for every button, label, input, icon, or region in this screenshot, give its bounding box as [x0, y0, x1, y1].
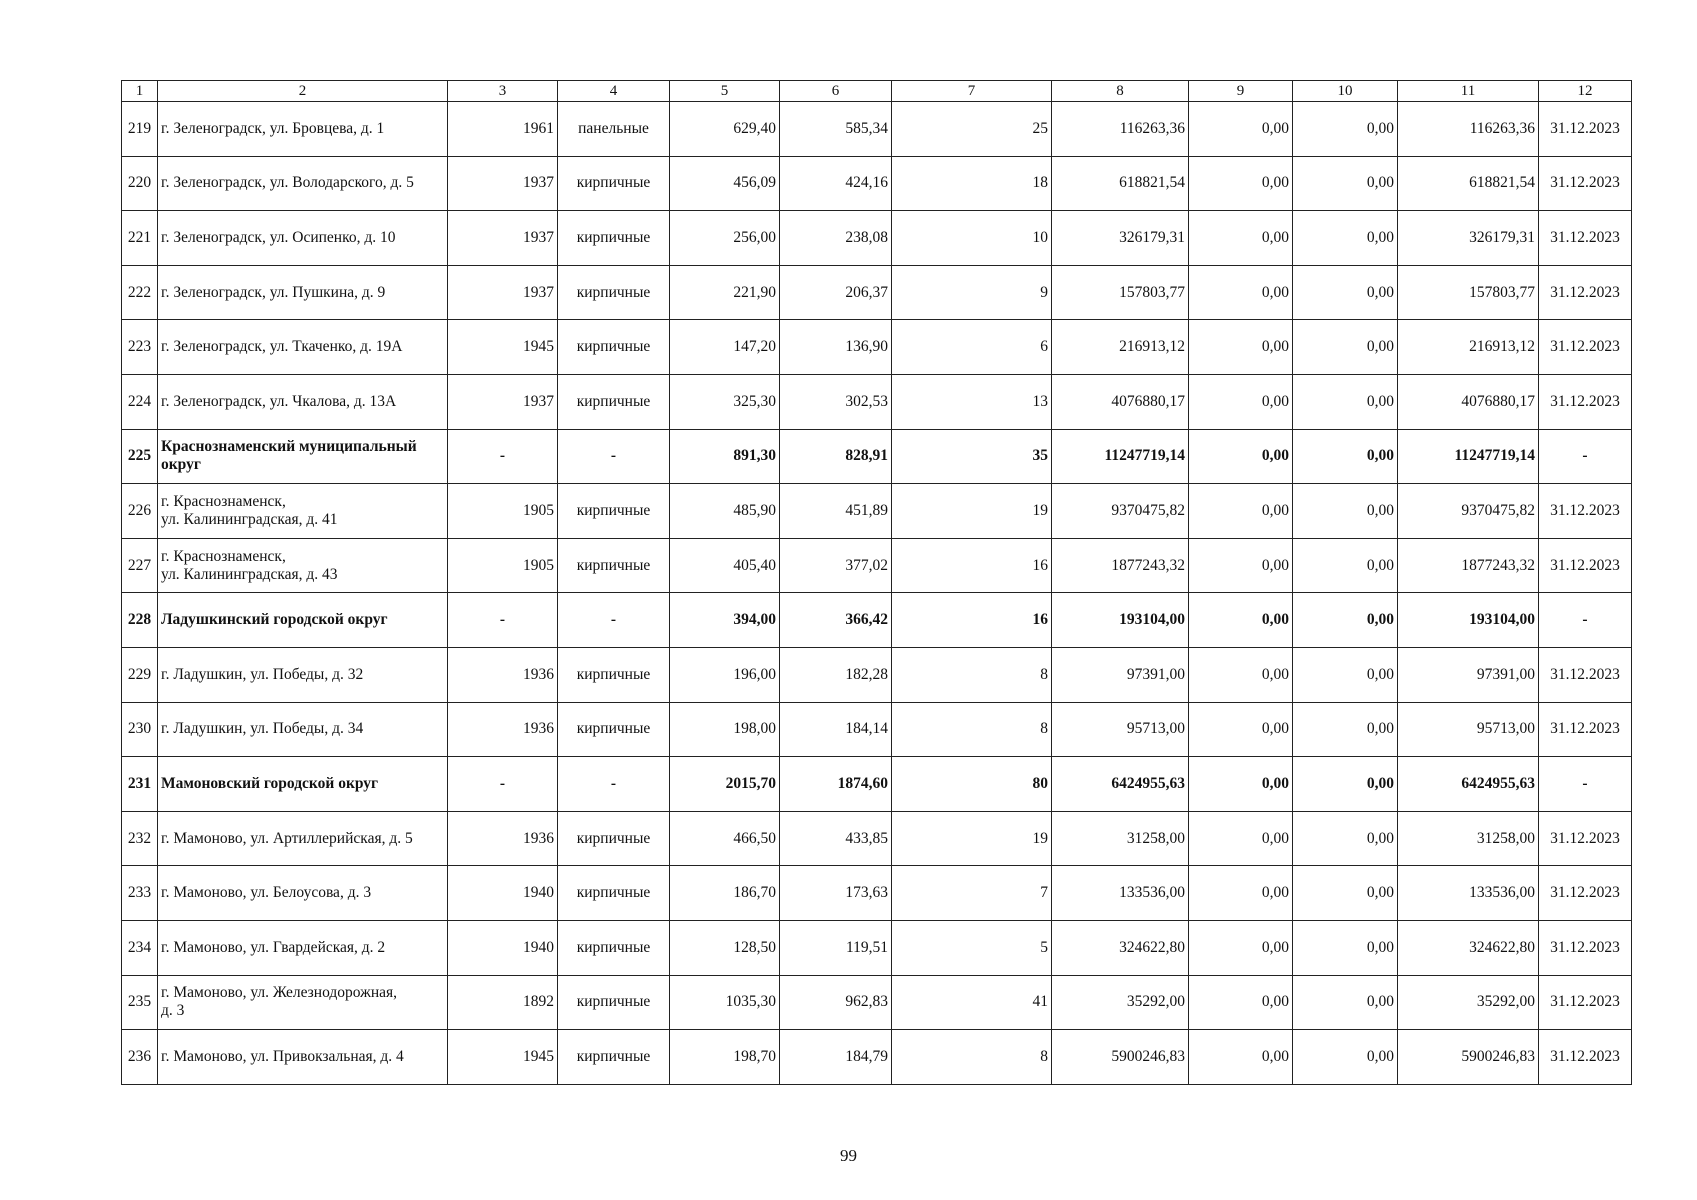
cell-col-8: 4076880,17	[1052, 374, 1189, 429]
cell-col-7: 5	[892, 920, 1052, 975]
cell-address	[158, 320, 448, 375]
cell-row-number: 225	[122, 429, 158, 484]
cell-col-5: 456,09	[670, 156, 780, 211]
cell-col-8: 157803,77	[1052, 265, 1189, 320]
cell-col-6: 451,89	[780, 484, 892, 539]
cell-col-5: 325,30	[670, 374, 780, 429]
cell-row-number: 232	[122, 811, 158, 866]
cell-row-number: 221	[122, 211, 158, 266]
cell-address	[158, 484, 448, 539]
cell-col-5: 147,20	[670, 320, 780, 375]
cell-deadline: 31.12.2023	[1539, 811, 1632, 866]
cell-col-10: 0,00	[1293, 374, 1398, 429]
cell-col-10: 0,00	[1293, 484, 1398, 539]
cell-col-6: 962,83	[780, 975, 892, 1030]
cell-col-5: 196,00	[670, 647, 780, 702]
cell-deadline: 31.12.2023	[1539, 538, 1632, 593]
table-body	[122, 102, 1632, 1085]
cell-col-7: 7	[892, 866, 1052, 921]
cell-row-number: 234	[122, 920, 158, 975]
cell-col-5: 405,40	[670, 538, 780, 593]
cell-col-8: 1877243,32	[1052, 538, 1189, 593]
cell-col-7: 19	[892, 484, 1052, 539]
cell-col-6: 238,08	[780, 211, 892, 266]
cell-deadline: 31.12.2023	[1539, 484, 1632, 539]
cell-deadline: 31.12.2023	[1539, 702, 1632, 757]
cell-col-6: 184,79	[780, 1030, 892, 1085]
cell-col-11: 116263,36	[1398, 102, 1539, 157]
cell-col-9: 0,00	[1189, 265, 1293, 320]
cell-built-year: 1937	[448, 265, 558, 320]
address-line: г. Зеленоградск, ул. Пушкина, д. 9	[161, 283, 386, 301]
cell-col-6: 119,51	[780, 920, 892, 975]
col-header-11: 11	[1398, 81, 1539, 102]
table-row-subtotal	[122, 757, 1632, 812]
cell-col-10: 0,00	[1293, 211, 1398, 266]
cell-built-year: -	[448, 593, 558, 648]
cell-col-5: 629,40	[670, 102, 780, 157]
cell-built-year: 1936	[448, 811, 558, 866]
address-line: г. Зеленоградск, ул. Чкалова, д. 13А	[161, 392, 397, 410]
cell-built-year: -	[448, 429, 558, 484]
cell-address	[158, 156, 448, 211]
address-line: Ладушкинский городской округ	[161, 611, 388, 629]
cell-address	[158, 920, 448, 975]
address-line: г. Ладушкин, ул. Победы, д. 34	[161, 720, 364, 738]
cell-col-6: 377,02	[780, 538, 892, 593]
cell-col-6: 585,34	[780, 102, 892, 157]
cell-built-year: 1940	[448, 920, 558, 975]
cell-col-9: 0,00	[1189, 320, 1293, 375]
cell-col-6: 206,37	[780, 265, 892, 320]
col-header-9: 9	[1189, 81, 1293, 102]
cell-col-10: 0,00	[1293, 156, 1398, 211]
address-line: г. Мамоново, ул. Артиллерийская, д. 5	[161, 829, 413, 847]
address-line: Мамоновский городской округ	[161, 774, 379, 792]
cell-wall-material: панельные	[558, 102, 670, 157]
cell-row-number: 219	[122, 102, 158, 157]
cell-address	[158, 374, 448, 429]
column-number-header-row	[122, 81, 1632, 102]
cell-deadline: 31.12.2023	[1539, 265, 1632, 320]
cell-built-year: 1905	[448, 484, 558, 539]
cell-built-year: 1937	[448, 156, 558, 211]
cell-col-9: 0,00	[1189, 156, 1293, 211]
address-line: г. Мамоново, ул. Белоусова, д. 3	[161, 884, 372, 902]
cell-wall-material: кирпичные	[558, 538, 670, 593]
cell-address	[158, 866, 448, 921]
cell-address	[158, 647, 448, 702]
cell-col-9: 0,00	[1189, 920, 1293, 975]
cell-col-7: 16	[892, 538, 1052, 593]
col-header-1: 1	[122, 81, 158, 102]
cell-wall-material: кирпичные	[558, 647, 670, 702]
cell-col-9: 0,00	[1189, 538, 1293, 593]
cell-col-8: 116263,36	[1052, 102, 1189, 157]
cell-row-number: 227	[122, 538, 158, 593]
cell-col-8: 133536,00	[1052, 866, 1189, 921]
address-line: Краснознаменский муниципальный	[161, 438, 417, 456]
cell-built-year: 1937	[448, 374, 558, 429]
cell-row-number: 222	[122, 265, 158, 320]
col-header-5: 5	[670, 81, 780, 102]
address-line: г. Ладушкин, ул. Победы, д. 32	[161, 665, 364, 683]
cell-col-7: 41	[892, 975, 1052, 1030]
cell-deadline: 31.12.2023	[1539, 102, 1632, 157]
cell-col-9: 0,00	[1189, 702, 1293, 757]
cell-col-8: 97391,00	[1052, 647, 1189, 702]
cell-col-9: 0,00	[1189, 593, 1293, 648]
cell-col-8: 9370475,82	[1052, 484, 1189, 539]
housing-register-table	[121, 80, 1632, 1085]
cell-col-11: 618821,54	[1398, 156, 1539, 211]
cell-col-9: 0,00	[1189, 102, 1293, 157]
cell-col-6: 182,28	[780, 647, 892, 702]
table-row	[122, 1030, 1632, 1085]
cell-col-10: 0,00	[1293, 647, 1398, 702]
cell-col-10: 0,00	[1293, 920, 1398, 975]
cell-row-number: 230	[122, 702, 158, 757]
cell-deadline: 31.12.2023	[1539, 156, 1632, 211]
cell-deadline: 31.12.2023	[1539, 1030, 1632, 1085]
cell-deadline: 31.12.2023	[1539, 866, 1632, 921]
col-header-6: 6	[780, 81, 892, 102]
cell-wall-material: кирпичные	[558, 920, 670, 975]
cell-col-10: 0,00	[1293, 538, 1398, 593]
page-number: 99	[840, 1146, 857, 1165]
cell-col-7: 35	[892, 429, 1052, 484]
cell-built-year: 1940	[448, 866, 558, 921]
cell-row-number: 228	[122, 593, 158, 648]
cell-col-7: 16	[892, 593, 1052, 648]
cell-col-11: 95713,00	[1398, 702, 1539, 757]
cell-col-5: 2015,70	[670, 757, 780, 812]
cell-col-9: 0,00	[1189, 757, 1293, 812]
cell-wall-material: кирпичные	[558, 1030, 670, 1085]
cell-col-9: 0,00	[1189, 484, 1293, 539]
table-row-subtotal	[122, 593, 1632, 648]
cell-address	[158, 593, 448, 648]
cell-col-5: 394,00	[670, 593, 780, 648]
table-row	[122, 975, 1632, 1030]
cell-col-10: 0,00	[1293, 811, 1398, 866]
cell-col-7: 8	[892, 1030, 1052, 1085]
cell-col-10: 0,00	[1293, 102, 1398, 157]
cell-col-11: 1877243,32	[1398, 538, 1539, 593]
cell-built-year: 1936	[448, 647, 558, 702]
address-line: г. Мамоново, ул. Привокзальная, д. 4	[161, 1047, 404, 1065]
cell-col-11: 31258,00	[1398, 811, 1539, 866]
address-line: г. Зеленоградск, ул. Ткаченко, д. 19А	[161, 338, 403, 356]
cell-wall-material: кирпичные	[558, 811, 670, 866]
cell-col-7: 8	[892, 647, 1052, 702]
cell-col-7: 18	[892, 156, 1052, 211]
table-row	[122, 920, 1632, 975]
cell-col-11: 326179,31	[1398, 211, 1539, 266]
cell-row-number: 226	[122, 484, 158, 539]
cell-wall-material: кирпичные	[558, 484, 670, 539]
cell-deadline: -	[1539, 593, 1632, 648]
cell-col-10: 0,00	[1293, 429, 1398, 484]
table-row	[122, 320, 1632, 375]
cell-built-year: 1937	[448, 211, 558, 266]
cell-address	[158, 702, 448, 757]
table-row	[122, 647, 1632, 702]
cell-col-8: 31258,00	[1052, 811, 1189, 866]
cell-col-5: 186,70	[670, 866, 780, 921]
table-row	[122, 811, 1632, 866]
cell-address	[158, 429, 448, 484]
cell-col-7: 9	[892, 265, 1052, 320]
cell-col-8: 35292,00	[1052, 975, 1189, 1030]
table-row	[122, 211, 1632, 266]
cell-col-7: 13	[892, 374, 1052, 429]
cell-wall-material: кирпичные	[558, 374, 670, 429]
cell-col-6: 366,42	[780, 593, 892, 648]
cell-deadline: 31.12.2023	[1539, 647, 1632, 702]
table-row	[122, 102, 1632, 157]
cell-col-10: 0,00	[1293, 1030, 1398, 1085]
cell-address	[158, 211, 448, 266]
cell-col-5: 485,90	[670, 484, 780, 539]
cell-row-number: 220	[122, 156, 158, 211]
cell-col-11: 324622,80	[1398, 920, 1539, 975]
cell-address	[158, 1030, 448, 1085]
cell-col-5: 128,50	[670, 920, 780, 975]
cell-col-11: 216913,12	[1398, 320, 1539, 375]
cell-built-year: 1945	[448, 320, 558, 375]
col-header-3: 3	[448, 81, 558, 102]
cell-col-5: 466,50	[670, 811, 780, 866]
cell-wall-material: кирпичные	[558, 702, 670, 757]
cell-deadline: -	[1539, 429, 1632, 484]
cell-col-5: 198,00	[670, 702, 780, 757]
cell-col-9: 0,00	[1189, 211, 1293, 266]
cell-row-number: 231	[122, 757, 158, 812]
cell-col-9: 0,00	[1189, 647, 1293, 702]
address-line: ул. Калининградская, д. 43	[161, 565, 338, 583]
cell-col-9: 0,00	[1189, 429, 1293, 484]
col-header-12: 12	[1539, 81, 1632, 102]
address-line: д. 3	[161, 1002, 185, 1020]
cell-col-11: 157803,77	[1398, 265, 1539, 320]
cell-col-7: 6	[892, 320, 1052, 375]
cell-col-7: 8	[892, 702, 1052, 757]
address-line: г. Мамоново, ул. Гвардейская, д. 2	[161, 938, 386, 956]
cell-col-10: 0,00	[1293, 320, 1398, 375]
col-header-4: 4	[558, 81, 670, 102]
cell-deadline: 31.12.2023	[1539, 320, 1632, 375]
cell-row-number: 235	[122, 975, 158, 1030]
cell-col-7: 25	[892, 102, 1052, 157]
table-row-subtotal	[122, 429, 1632, 484]
table-row	[122, 265, 1632, 320]
cell-col-6: 424,16	[780, 156, 892, 211]
cell-col-6: 302,53	[780, 374, 892, 429]
address-line: г. Мамоново, ул. Железнодорожная,	[161, 984, 398, 1002]
table-row	[122, 484, 1632, 539]
cell-col-5: 221,90	[670, 265, 780, 320]
cell-col-10: 0,00	[1293, 975, 1398, 1030]
address-line: г. Зеленоградск, ул. Осипенко, д. 10	[161, 228, 396, 246]
col-header-7: 7	[892, 81, 1052, 102]
cell-row-number: 223	[122, 320, 158, 375]
cell-row-number: 233	[122, 866, 158, 921]
cell-col-9: 0,00	[1189, 374, 1293, 429]
col-header-10: 10	[1293, 81, 1398, 102]
cell-address	[158, 538, 448, 593]
cell-col-10: 0,00	[1293, 702, 1398, 757]
cell-col-6: 136,90	[780, 320, 892, 375]
cell-address	[158, 811, 448, 866]
cell-deadline: 31.12.2023	[1539, 975, 1632, 1030]
cell-col-11: 133536,00	[1398, 866, 1539, 921]
cell-col-9: 0,00	[1189, 811, 1293, 866]
cell-wall-material: кирпичные	[558, 265, 670, 320]
cell-built-year: 1936	[448, 702, 558, 757]
cell-col-6: 1874,60	[780, 757, 892, 812]
cell-col-8: 95713,00	[1052, 702, 1189, 757]
cell-address	[158, 102, 448, 157]
cell-col-11: 4076880,17	[1398, 374, 1539, 429]
cell-col-6: 828,91	[780, 429, 892, 484]
table-row	[122, 538, 1632, 593]
cell-wall-material: кирпичные	[558, 156, 670, 211]
cell-wall-material: кирпичные	[558, 211, 670, 266]
cell-col-8: 326179,31	[1052, 211, 1189, 266]
cell-row-number: 236	[122, 1030, 158, 1085]
cell-address	[158, 757, 448, 812]
cell-wall-material: кирпичные	[558, 975, 670, 1030]
cell-col-9: 0,00	[1189, 975, 1293, 1030]
cell-deadline: 31.12.2023	[1539, 374, 1632, 429]
cell-wall-material: кирпичные	[558, 320, 670, 375]
cell-col-8: 216913,12	[1052, 320, 1189, 375]
address-line: округ	[161, 456, 201, 474]
address-line: г. Краснознаменск,	[161, 492, 286, 510]
cell-col-11: 11247719,14	[1398, 429, 1539, 484]
cell-address	[158, 975, 448, 1030]
cell-col-6: 184,14	[780, 702, 892, 757]
cell-col-8: 324622,80	[1052, 920, 1189, 975]
cell-col-5: 1035,30	[670, 975, 780, 1030]
cell-deadline: 31.12.2023	[1539, 920, 1632, 975]
cell-col-7: 19	[892, 811, 1052, 866]
cell-row-number: 224	[122, 374, 158, 429]
cell-col-11: 5900246,83	[1398, 1030, 1539, 1085]
address-line: г. Краснознаменск,	[161, 547, 286, 565]
cell-wall-material: -	[558, 429, 670, 484]
cell-deadline: 31.12.2023	[1539, 211, 1632, 266]
cell-built-year: 1945	[448, 1030, 558, 1085]
cell-col-6: 433,85	[780, 811, 892, 866]
cell-col-7: 10	[892, 211, 1052, 266]
cell-wall-material: -	[558, 593, 670, 648]
cell-col-9: 0,00	[1189, 866, 1293, 921]
col-header-8: 8	[1052, 81, 1189, 102]
cell-col-11: 97391,00	[1398, 647, 1539, 702]
cell-col-10: 0,00	[1293, 265, 1398, 320]
cell-col-9: 0,00	[1189, 1030, 1293, 1085]
cell-col-7: 80	[892, 757, 1052, 812]
address-line: г. Зеленоградск, ул. Володарского, д. 5	[161, 174, 414, 192]
table-row	[122, 156, 1632, 211]
table-row	[122, 374, 1632, 429]
cell-col-8: 6424955,63	[1052, 757, 1189, 812]
cell-col-8: 11247719,14	[1052, 429, 1189, 484]
cell-col-8: 193104,00	[1052, 593, 1189, 648]
cell-col-11: 9370475,82	[1398, 484, 1539, 539]
cell-col-10: 0,00	[1293, 757, 1398, 812]
cell-col-10: 0,00	[1293, 593, 1398, 648]
cell-address	[158, 265, 448, 320]
cell-col-11: 193104,00	[1398, 593, 1539, 648]
table-row	[122, 866, 1632, 921]
col-header-2: 2	[158, 81, 448, 102]
cell-col-8: 618821,54	[1052, 156, 1189, 211]
cell-wall-material: кирпичные	[558, 866, 670, 921]
cell-deadline: -	[1539, 757, 1632, 812]
cell-col-11: 6424955,63	[1398, 757, 1539, 812]
address-line: ул. Калининградская, д. 41	[161, 510, 338, 528]
cell-col-5: 256,00	[670, 211, 780, 266]
cell-row-number: 229	[122, 647, 158, 702]
cell-col-8: 5900246,83	[1052, 1030, 1189, 1085]
cell-col-5: 891,30	[670, 429, 780, 484]
cell-built-year: 1905	[448, 538, 558, 593]
address-line: г. Зеленоградск, ул. Бровцева, д. 1	[161, 119, 385, 137]
cell-built-year: 1961	[448, 102, 558, 157]
cell-built-year: -	[448, 757, 558, 812]
table-row	[122, 702, 1632, 757]
cell-col-5: 198,70	[670, 1030, 780, 1085]
cell-col-11: 35292,00	[1398, 975, 1539, 1030]
cell-built-year: 1892	[448, 975, 558, 1030]
cell-col-6: 173,63	[780, 866, 892, 921]
cell-col-10: 0,00	[1293, 866, 1398, 921]
cell-wall-material: -	[558, 757, 670, 812]
